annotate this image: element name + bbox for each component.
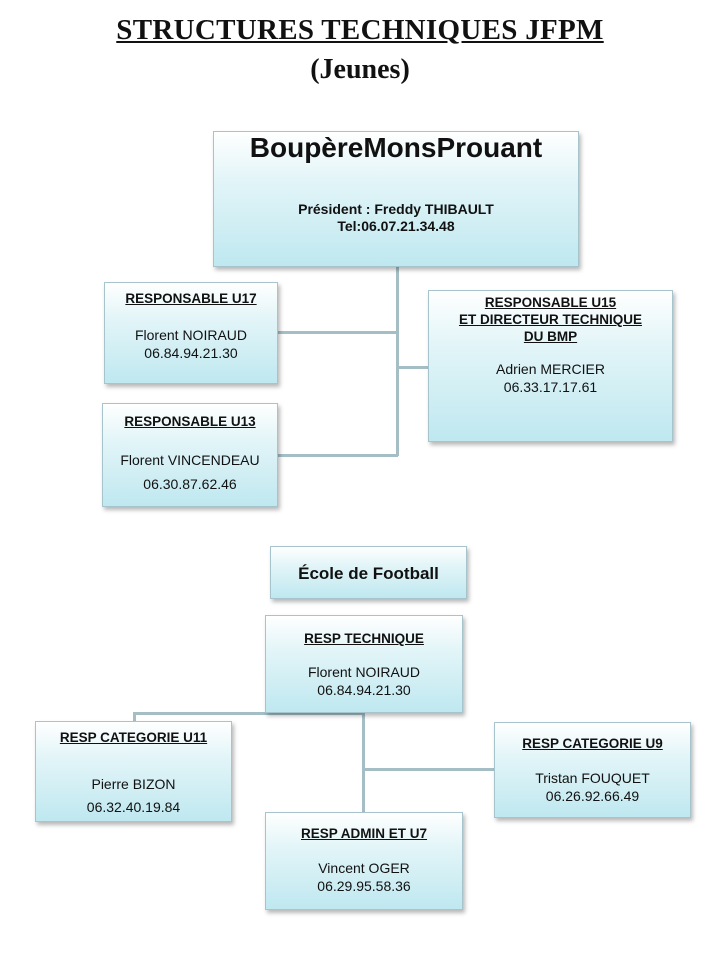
club-box <box>213 131 579 267</box>
responsable-u15-name: Adrien MERCIER <box>496 361 605 377</box>
responsable-u15-box <box>428 290 673 442</box>
resp-categorie-u11-title: RESP CATEGORIE U11 <box>59 730 208 745</box>
club-name: BoupèreMonsProuant <box>249 132 543 163</box>
resp-technique-box <box>265 615 463 713</box>
resp-categorie-u9-phone: 06.26.92.66.49 <box>545 788 640 804</box>
responsable-u17-name: Florent NOIRAUD <box>134 327 248 343</box>
connector-school-trunk <box>362 713 365 813</box>
club-president: Président : Freddy THIBAULT <box>298 201 494 217</box>
connector-trunk <box>396 266 399 456</box>
resp-categorie-u11-name: Pierre BIZON <box>91 776 176 792</box>
resp-categorie-u9-title: RESP CATEGORIE U9 <box>522 736 663 751</box>
page-subtitle: (Jeunes) <box>310 54 410 85</box>
responsable-u15-title-1: RESPONSABLE U15 <box>484 295 617 310</box>
club-tel: Tel:06.07.21.34.48 <box>337 218 455 234</box>
resp-admin-u7-title: RESP ADMIN ET U7 <box>300 826 428 841</box>
connector-u13 <box>278 454 398 457</box>
responsable-u13-box <box>102 403 278 507</box>
page-title: STRUCTURES TECHNIQUES JFPM <box>116 14 604 46</box>
responsable-u15-title-3: DU BMP <box>523 329 578 344</box>
ecole-de-football-label: École de Football <box>298 564 439 583</box>
responsable-u13-name: Florent VINCENDEAU <box>120 452 260 468</box>
responsable-u13-phone: 06.30.87.62.46 <box>143 476 237 492</box>
responsable-u13-title: RESPONSABLE U13 <box>124 414 256 429</box>
connector-u15 <box>396 366 430 369</box>
resp-categorie-u9-box <box>494 722 691 818</box>
connector-u17 <box>278 331 398 334</box>
responsable-u15-title-2: ET DIRECTEUR TECHNIQUE <box>458 312 642 327</box>
resp-admin-u7-box <box>265 812 463 910</box>
resp-admin-u7-name: Vincent OGER <box>318 860 410 876</box>
resp-categorie-u11-phone: 06.32.40.19.84 <box>86 799 181 815</box>
resp-technique-title: RESP TECHNIQUE <box>304 631 424 646</box>
responsable-u17-box <box>104 282 278 384</box>
resp-admin-u7-phone: 06.29.95.58.36 <box>317 878 411 894</box>
resp-categorie-u9-name: Tristan FOUQUET <box>535 770 650 786</box>
ecole-de-football-box <box>270 546 467 599</box>
responsable-u15-phone: 06.33.17.17.61 <box>503 379 598 395</box>
resp-technique-phone: 06.84.94.21.30 <box>317 682 411 698</box>
responsable-u17-title: RESPONSABLE U17 <box>125 291 257 306</box>
resp-technique-name: Florent NOIRAUD <box>307 664 421 680</box>
responsable-u17-phone: 06.84.94.21.30 <box>144 345 238 361</box>
resp-categorie-u11-box <box>35 721 232 822</box>
connector-u9 <box>362 768 496 771</box>
